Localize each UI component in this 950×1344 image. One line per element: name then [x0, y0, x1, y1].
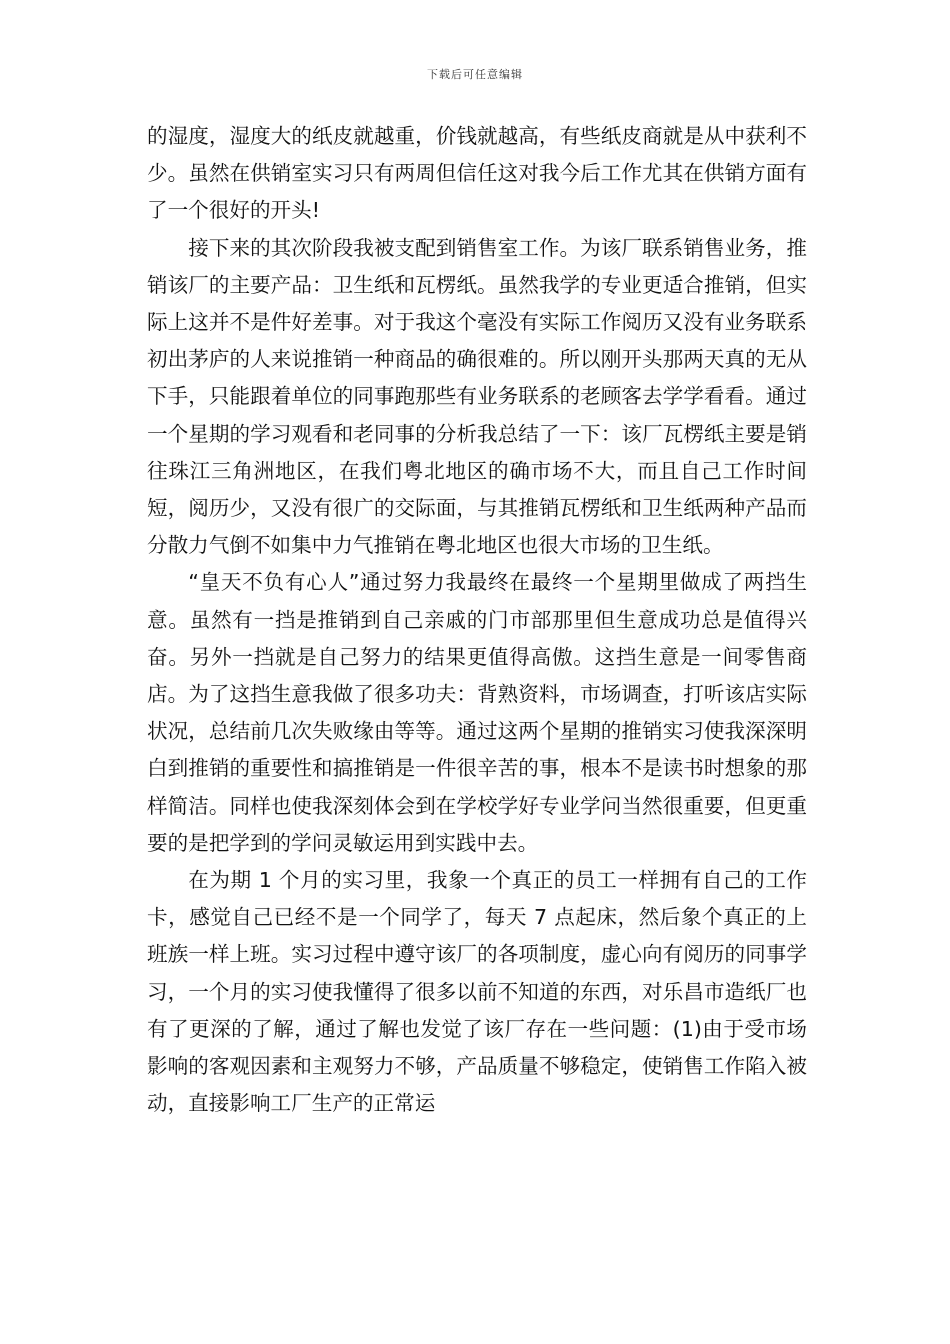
paragraph-4: 在为期 1 个月的实习里，我象一个真正的员工一样拥有自己的工作卡，感觉自己已经不是一个同学了，每天 7 点起床，然后象个真正的上班族一样上班。实习过程中遵守该厂的各项制度，虚心向有阅历的同事学习，一个月的实习使我懂得了很多以前不知道的东西，对乐昌市造纸厂也有了更深的了解，通过了解也发觉了该厂存在一些问题：(1)由于受市场影响的客观因素和主观努力不够，产品质量不够稳定，使销售工作陷入被动，直接影响工厂生产的正常运 — [147, 868, 807, 1116]
paragraph-1: 的湿度，湿度大的纸皮就越重，价钱就越高，有些纸皮商就是从中获利不少。虽然在供销室实习只有两周但信任这对我今后工作尤其在供销方面有了一个很好的开头! — [147, 124, 807, 223]
paragraph-3: “皇天不负有心人”通过努力我最终在最终一个星期里做成了两挡生意。虽然有一挡是推销到自己亲戚的门市部那里但生意成功总是值得兴奋。另外一挡就是自己努力的结果更值得高傲。这挡生意是一间零售商店。为了这挡生意我做了很多功夫：背熟资料，市场调查，打听该店实际状况，总结前几次失败缘由等等。通过这两个星期的推销实习使我深深明白到推销的重要性和搞推销是一件很辛苦的事，根本不是读书时想象的那样简洁。同样也使我深刻体会到在学校学好专业学问当然很重要，但更重要的是把学到的学问灵敏运用到实践中去。 — [147, 570, 807, 855]
document-body — [147, 118, 807, 1122]
page-header: 下载后可任意编辑 — [427, 68, 523, 81]
paragraph-2: 接下来的其次阶段我被支配到销售室工作。为该厂联系销售业务，推销该厂的主要产品：卫生纸和瓦楞纸。虽然我学的专业更适合推销，但实际上这并不是件好差事。对于我这个毫没有实际工作阅历又没有业务联系初出茅庐的人来说推销一种商品的确很难的。所以刚开头那两天真的无从下手，只能跟着单位的同事跑那些有业务联系的老顾客去学学看看。通过一个星期的学习观看和老同事的分析我总结了一下：该厂瓦楞纸主要是销往珠江三角洲地区，在我们粤北地区的确市场不大，而且自己工作时间短，阅历少，又没有很广的交际面，与其推销瓦楞纸和卫生纸两种产品而分散力气倒不如集中力气推销在粤北地区也很大市场的卫生纸。 — [147, 235, 807, 558]
